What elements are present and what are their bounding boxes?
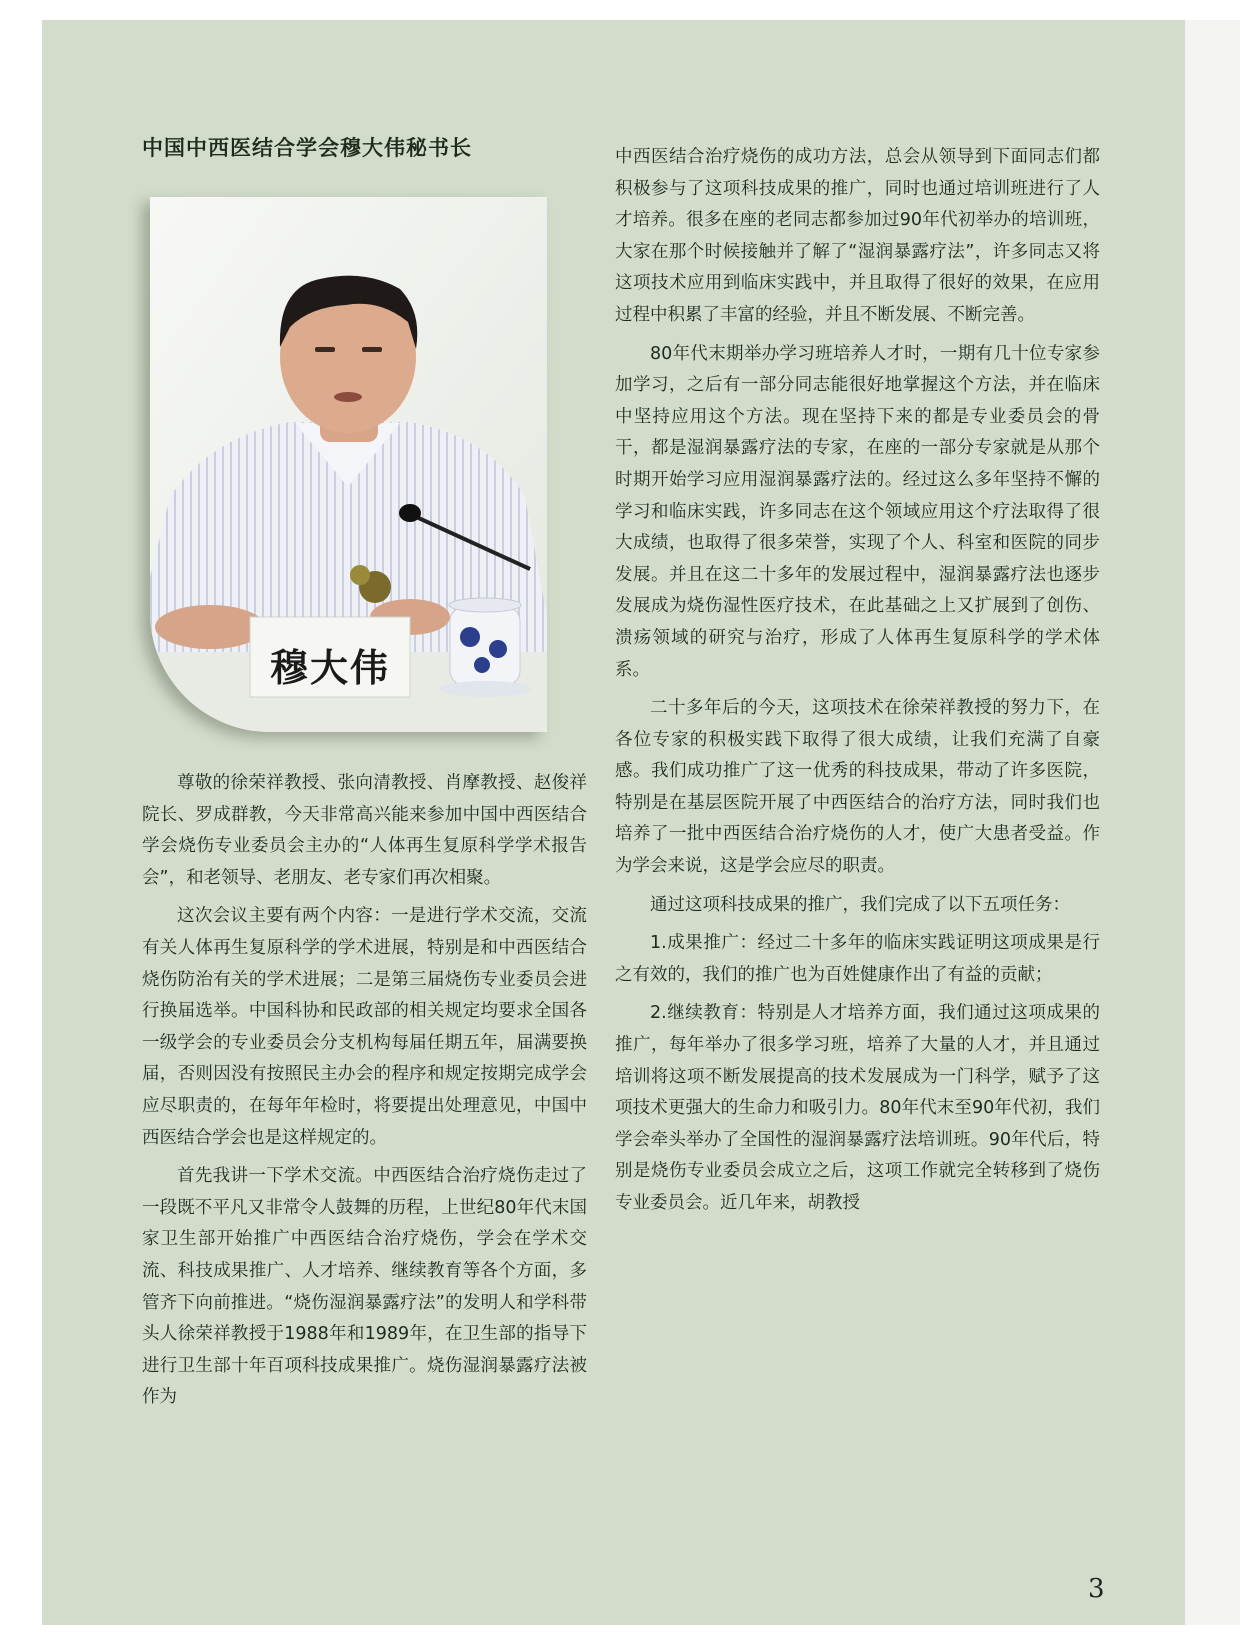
paragraph: 尊敬的徐荣祥教授、张向清教授、肖摩教授、赵俊祥院长、罗成群教，今天非常高兴能来参加中国中西医结合学会烧伤专业委员会主办的“人体再生复原科学学术报告会”，和老领导、老朋友、老专家们再次相聚。 (142, 773, 587, 888)
left-column (142, 768, 587, 1421)
paragraph: 1.成果推广：经过二十多年的临床实践证明这项成果是行之有效的，我们的推广也为百姓健康作出了有益的贡献； (615, 933, 1100, 985)
paragraph: 二十多年后的今天，这项技术在徐荣祥教授的努力下，在各位专家的积极实践下取得了很大成绩，让我们充满了自豪感。我们成功推广了这一优秀的科技成果，带动了许多医院，特别是在基层医院开展了中西医结合的治疗方法，同时我们也培养了一批中西医结合治疗烧伤的人才，使广大患者受益。作为学会来说，这是学会应尽的职责。 (615, 698, 1100, 877)
paragraph: 这次会议主要有两个内容：一是进行学术交流，交流有关人体再生复原科学的学术进展，特别是和中西医结合烧伤防治有关的学术进展；二是第三届烧伤专业委员会进行换届选举。中国科协和民政部的相关规定均要求全国各一级学会的专业委员会分支机构每届任期五年，届满要换届，否则因没有按照民主办会的程序和规定按期完成学会应尽职责的，在每年年检时，将要提出处理意见，中国中西医结合学会也是这样规定的。 (142, 906, 587, 1148)
right-column (615, 142, 1100, 1227)
paragraph: 2.继续教育：特别是人才培养方面，我们通过这项成果的推广，每年举办了很多学习班，培养了大量的人才，并且通过培训将这项不断发展提高的技术发展成为一门科学，赋予了这项技术更强大的生命力和吸引力。80年代末至90年代初，我们学会牵头举办了全国性的湿润暴露疗法培训班。90年代后，特别是烧伤专业委员会成立之后，这项工作就完全转移到了烧伤专业委员会。近几年来，胡教授 (615, 1003, 1100, 1213)
speaker-photo (150, 197, 547, 732)
page-background (42, 20, 1185, 1625)
page-number: 3 (1088, 1574, 1105, 1604)
paragraph: 80年代末期举办学习班培养人才时，一期有几十位专家参加学习，之后有一部分同志能很好地掌握这个方法，并在临床中坚持应用这个方法。现在坚持下来的都是专业委员会的骨干，都是湿润暴露疗法的专家，在座的一部分专家就是从那个时期开始学习应用湿润暴露疗法的。经过这么多年坚持不懈的学习和临床实践，许多同志在这个领域应用这个疗法取得了很大成绩，也取得了很多荣誉，实现了个人、科室和医院的同步发展。并且在这二十多年的发展过程中，湿润暴露疗法也逐步发展成为烧伤湿性医疗技术，在此基础之上又扩展到了创伤、溃疡领域的研究与治疗，形成了人体再生复原科学的学术体系。 (615, 343, 1100, 680)
paragraph: 首先我讲一下学术交流。中西医结合治疗烧伤走过了一段既不平凡又非常令人鼓舞的历程，上世纪80年代末国家卫生部开始推广中西医结合治疗烧伤，学会在学术交流、科技成果推广、人才培养、继续教育等各个方面，多管齐下向前推进。“烧伤湿润暴露疗法”的发明人和学科带头人徐荣祥教授于1988年和1989年，在卫生部的指导下进行卫生部十年百项科技成果推广。烧伤湿润暴露疗法被作为 (142, 1166, 587, 1408)
nameplate-text: 穆大伟 (269, 645, 390, 690)
page-edge (1185, 20, 1240, 1625)
paragraph: 中西医结合治疗烧伤的成功方法，总会从领导到下面同志们都积极参与了这项科技成果的推广，同时也通过培训班进行了人才培养。很多在座的老同志都参加过90年代初举办的培训班，大家在那个时候接触并了解了“湿润暴露疗法”，许多同志又将这项技术应用到临床实践中，并且取得了很好的效果，在应用过程中积累了丰富的经验，并且不断发展、不断完善。 (615, 147, 1100, 325)
article-title: 中国中西医结合学会穆大伟秘书长 (142, 136, 472, 160)
paragraph: 通过这项科技成果的推广，我们完成了以下五项任务： (650, 894, 1070, 915)
